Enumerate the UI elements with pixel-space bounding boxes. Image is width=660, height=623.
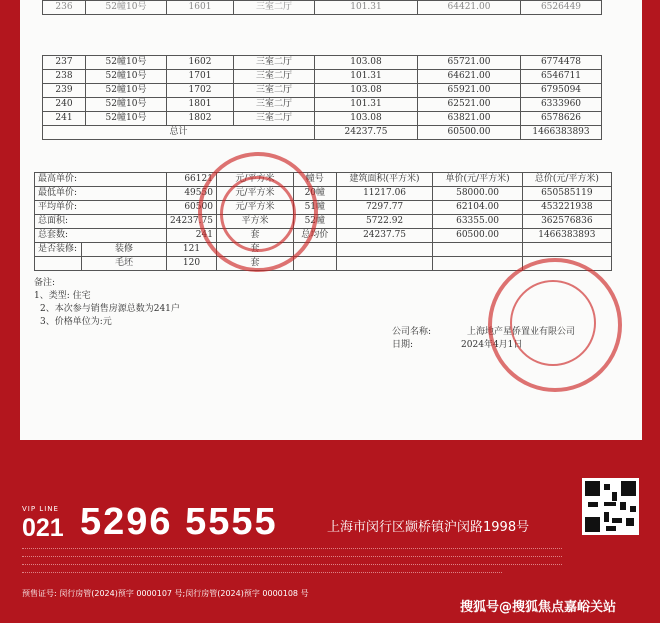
room-cell: 240 bbox=[43, 98, 86, 112]
avg-price: 60500.00 bbox=[433, 229, 522, 243]
sum-label: 总计 bbox=[43, 126, 315, 140]
decor-unit: 套 bbox=[216, 257, 293, 271]
area-cell: 101.31 bbox=[315, 98, 418, 112]
room-cell: 241 bbox=[43, 112, 86, 126]
unit-cell: 1602 bbox=[167, 56, 234, 70]
area-cell: 101.31 bbox=[315, 1, 418, 15]
summary-label: 平均单价: bbox=[35, 201, 167, 215]
summary-header: 总价(元/平方米) bbox=[522, 173, 611, 187]
summary-unit: 套 bbox=[216, 229, 293, 243]
decor-value: 120 bbox=[167, 257, 217, 271]
room-cell: 236 bbox=[43, 1, 86, 15]
area-cell: 103.08 bbox=[315, 112, 418, 126]
summary-row bbox=[35, 201, 612, 215]
building-price: 63355.00 bbox=[433, 215, 522, 229]
building-area: 11217.06 bbox=[336, 187, 433, 201]
building-name: 51幢 bbox=[293, 201, 336, 215]
building-name: 52幢 bbox=[293, 215, 336, 229]
note-line: 1、类型: 住宅 bbox=[34, 291, 91, 301]
sum-total: 1466383893 bbox=[521, 126, 602, 140]
total-cell: 6333960 bbox=[521, 98, 602, 112]
building-area: 7297.77 bbox=[336, 201, 433, 215]
company-date: 2024年4月1日 bbox=[461, 340, 523, 350]
empty-cell bbox=[433, 243, 522, 257]
table-row bbox=[43, 98, 602, 112]
area-cell: 103.08 bbox=[315, 56, 418, 70]
layout-cell: 三室二厅 bbox=[234, 70, 315, 84]
summary-unit: 元/平方米 bbox=[216, 173, 293, 187]
area-code: 021 bbox=[22, 514, 64, 542]
layout-cell: 三室二厅 bbox=[234, 1, 315, 15]
summary-value: 49550 bbox=[167, 187, 217, 201]
note-line: 3、价格单位为:元 bbox=[40, 317, 112, 327]
summary-label: 总面积: bbox=[35, 215, 167, 229]
hotline-number[interactable]: 5296 5555 bbox=[80, 501, 278, 543]
total-cell: 6526449 bbox=[521, 1, 602, 15]
sum-row bbox=[43, 126, 602, 140]
company-seal-inner bbox=[510, 280, 596, 366]
building-area: 5722.92 bbox=[336, 215, 433, 229]
summary-header: 建筑面积(平方米) bbox=[336, 173, 433, 187]
building-cell: 52幢10号 bbox=[86, 98, 167, 112]
summary-header: 单价(元/平方米) bbox=[433, 173, 522, 187]
price-document bbox=[20, 0, 642, 440]
building-cell: 52幢10号 bbox=[86, 84, 167, 98]
table-row bbox=[43, 84, 602, 98]
summary-value: 60500 bbox=[167, 201, 217, 215]
layout-cell: 三室二厅 bbox=[234, 112, 315, 126]
summary-row bbox=[35, 173, 612, 187]
fine-print-line bbox=[22, 564, 562, 570]
table-row bbox=[43, 70, 602, 84]
decor-label: 是否装修: bbox=[35, 243, 82, 257]
summary-table bbox=[34, 172, 612, 271]
fine-print-line bbox=[22, 572, 502, 578]
layout-cell: 三室二厅 bbox=[234, 84, 315, 98]
summary-row bbox=[35, 187, 612, 201]
company-name: 上海地产星侨置业有限公司 bbox=[467, 327, 576, 337]
stamp-mark bbox=[220, 176, 296, 252]
price-cell: 64421.00 bbox=[418, 1, 521, 15]
summary-value: 24237.75 bbox=[167, 215, 217, 229]
sum-price: 60500.00 bbox=[418, 126, 521, 140]
unit-price-cell: 63821.00 bbox=[418, 112, 521, 126]
qr-code[interactable] bbox=[582, 478, 639, 535]
building-cell: 52幢10号 bbox=[86, 1, 167, 15]
avg-name: 总均价 bbox=[293, 229, 336, 243]
total-cell: 6578626 bbox=[521, 112, 602, 126]
summary-label: 最高单价: bbox=[35, 173, 167, 187]
notes bbox=[34, 277, 180, 329]
building-total: 362576836 bbox=[522, 215, 611, 229]
building-cell: 52幢10号 bbox=[86, 56, 167, 70]
total-cell: 6546711 bbox=[521, 70, 602, 84]
layout-cell: 三室二厅 bbox=[234, 98, 315, 112]
unit-cell: 1601 bbox=[167, 1, 234, 15]
summary-label: 最低单价: bbox=[35, 187, 167, 201]
avg-area: 24237.75 bbox=[336, 229, 433, 243]
decor-label bbox=[35, 257, 82, 271]
layout-cell: 三室二厅 bbox=[234, 56, 315, 70]
table-row bbox=[43, 112, 602, 126]
watermark: 搜狐号@搜狐焦点嘉峪关站 bbox=[460, 600, 617, 615]
date-label: 日期: bbox=[392, 340, 414, 350]
decor-type: 毛坯 bbox=[82, 257, 167, 271]
unit-cell: 1802 bbox=[167, 112, 234, 126]
presale-permit: 预售证号: 闵行房管(2024)预字 0000107 号;闵行房管(2024)预字 0000108 号 bbox=[22, 589, 309, 598]
total-cell: 6774478 bbox=[521, 56, 602, 70]
unit-cell: 1701 bbox=[167, 70, 234, 84]
unit-price-cell: 64621.00 bbox=[418, 70, 521, 84]
table-row bbox=[43, 1, 602, 15]
summary-header: 幢号 bbox=[293, 173, 336, 187]
unit-cell: 1702 bbox=[167, 84, 234, 98]
vip-line-label: VIP LINE bbox=[22, 505, 59, 513]
summary-unit: 元/平方米 bbox=[216, 187, 293, 201]
summary-value: 66121 bbox=[167, 173, 217, 187]
empty-cell bbox=[293, 257, 336, 271]
building-cell: 52幢10号 bbox=[86, 70, 167, 84]
area-cell: 101.31 bbox=[315, 70, 418, 84]
unit-price-cell: 65721.00 bbox=[418, 56, 521, 70]
fine-print-line bbox=[22, 556, 562, 562]
building-name: 20幢 bbox=[293, 187, 336, 201]
empty-cell bbox=[336, 243, 433, 257]
sum-area: 24237.75 bbox=[315, 126, 418, 140]
summary-unit: 元/平方米 bbox=[216, 201, 293, 215]
building-total: 453221938 bbox=[522, 201, 611, 215]
summary-row bbox=[35, 215, 612, 229]
summary-unit: 平方米 bbox=[216, 215, 293, 229]
unit-price-cell: 65921.00 bbox=[418, 84, 521, 98]
fine-print-line bbox=[22, 548, 562, 554]
building-total: 650585119 bbox=[522, 187, 611, 201]
unit-cell: 1801 bbox=[167, 98, 234, 112]
company-label: 公司名称: bbox=[392, 327, 432, 337]
address: 上海市闵行区颛桥镇沪闵路1998号 bbox=[327, 520, 530, 535]
empty-cell bbox=[522, 243, 611, 257]
summary-row bbox=[35, 243, 612, 257]
building-price: 62104.00 bbox=[433, 201, 522, 215]
unit-price-cell: 62521.00 bbox=[418, 98, 521, 112]
empty-cell bbox=[336, 257, 433, 271]
summary-value: 241 bbox=[167, 229, 217, 243]
avg-total: 1466383893 bbox=[522, 229, 611, 243]
decor-value: 121 bbox=[167, 243, 217, 257]
note-line: 2、本次参与销售房源总数为241户 bbox=[40, 304, 180, 314]
summary-row bbox=[35, 229, 612, 243]
decor-type: 装修 bbox=[82, 243, 167, 257]
room-cell: 239 bbox=[43, 84, 86, 98]
area-cell: 103.08 bbox=[315, 84, 418, 98]
total-cell: 6795094 bbox=[521, 84, 602, 98]
table-row bbox=[43, 56, 602, 70]
top-partial-table bbox=[42, 0, 602, 15]
empty-cell bbox=[433, 257, 522, 271]
room-cell: 237 bbox=[43, 56, 86, 70]
summary-label: 总套数: bbox=[35, 229, 167, 243]
building-price: 58000.00 bbox=[433, 187, 522, 201]
room-cell: 238 bbox=[43, 70, 86, 84]
building-cell: 52幢10号 bbox=[86, 112, 167, 126]
decor-unit: 套 bbox=[216, 243, 293, 257]
notes-title: 备注: bbox=[34, 278, 56, 288]
units-table bbox=[42, 55, 602, 140]
